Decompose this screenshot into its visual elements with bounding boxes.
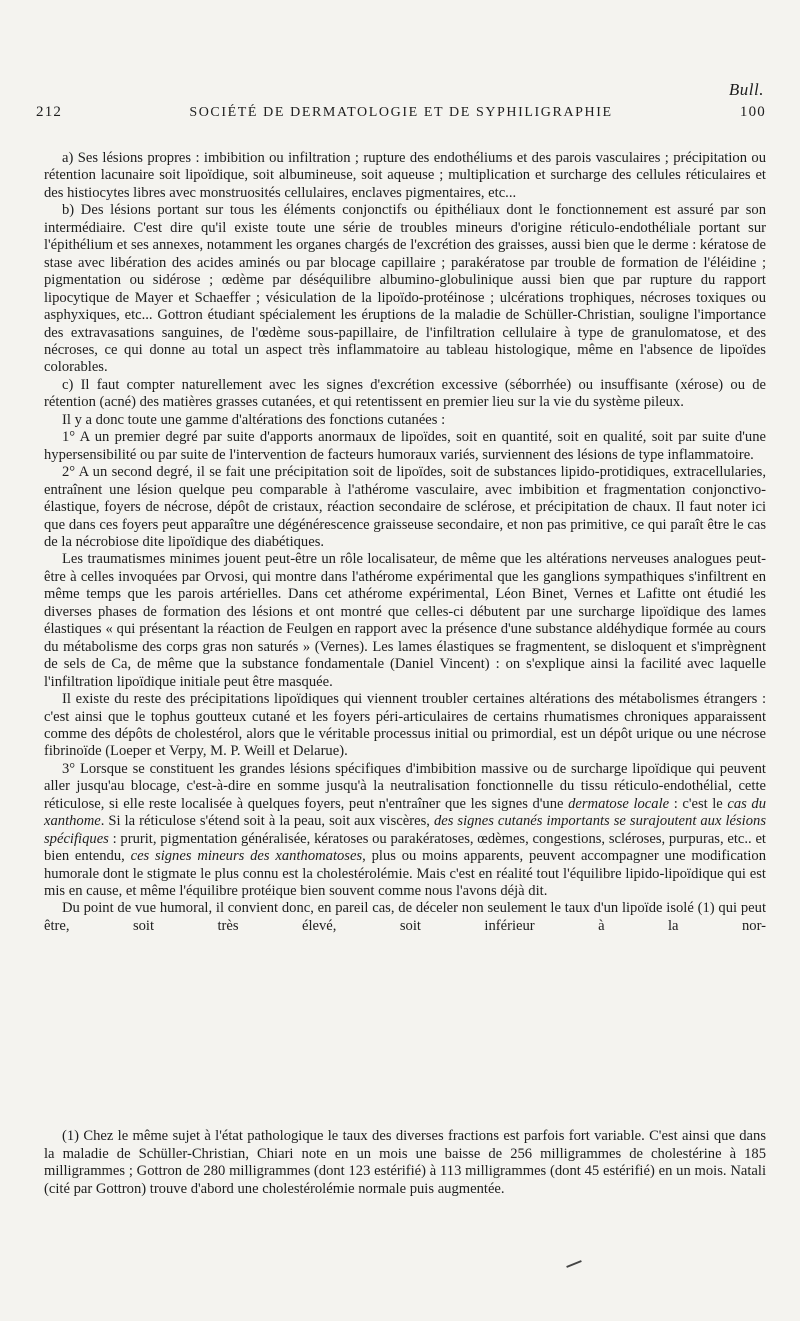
footnote-text: (1) Chez le même sujet à l'état pathologique le taux des diverses fractions est parfois fort variable. C'est ainsi que dans la maladie de Schüller-Christian, Chiari note en un mois une baisse de 256 milligrammes de cholestérine à 185 milligrammes ; Gottron de 280 milligrammes (dont 123 estérifié) à 113 milligrammes (dont 45 estérifié) en un mois. Natali (cité par Gottron) trouve d'abord une cholestérolémie normale puis augmentée. bbox=[44, 1128, 766, 1197]
paragraph-a: a) Ses lésions propres : imbibition ou infiltration ; rupture des endothéliums et des parois vasculaires ; précipitation ou rétention lacunaire soit lipoïdique, soit albumineuse, soit aqueuse ; multiplication et surcharge des cellules réticulaires et des histiocytes libres avec monstruosités cellulaires, enclaves pigmentaires, etc... bbox=[44, 150, 766, 201]
main-text bbox=[44, 150, 766, 935]
text-run: 3° Lorsque se constituent les grandes lésions spécifiques d'imbibition massive ou de surcharge lipoïdique qui peuvent aller jusqu'au blocage, c'est-à-dire en somme jusqu'à la neutralisation fonctionnelle du tissu réticulo-endothélial, cette réticulose, si elle reste localisée à quelques foyers, peut n'entraîner que les signes d'une bbox=[44, 760, 766, 812]
issue-number: 100 bbox=[739, 104, 766, 120]
emphasis-signes-mineurs: ces signes mineurs des xanthomatoses bbox=[130, 848, 363, 865]
emphasis-cas-du-xanthome: cas du xanthome bbox=[44, 795, 767, 830]
paragraph-c: c) Il faut compter naturellement avec les signes d'excrétion excessive (séborrhée) ou insuffisante (xérose) ou de rétention (acné) des matières grasses cutanées, et qui retentissent en premier lieu sur la vie du système pileux. bbox=[44, 376, 766, 411]
paragraph-precipitations: Il existe du reste des précipitations lipoïdiques qui viennent troubler certaines altérations des métabolismes étrangers : c'est ainsi que le tophus goutteux cutané et les foyers péri-articulaires de certains rhumatismes chroniques apparaissent comme des dépôts de cholestérol, alors que le véritable processus initial ou primordial, est un dépôt urique ou une nécrose fibrinoïde (Loeper et Verpy, M. P. Weill et Delarue). bbox=[44, 691, 766, 760]
text-run: . Si la réticulose s'étend soit à la peau, soit aux viscères, bbox=[100, 813, 430, 830]
running-head bbox=[36, 104, 766, 121]
text-run: , plus ou moins apparents, peuvent accompagner une modification humorale dont le stigmate le plus connu est la cholestérolémie. Mais c'est en réalité tout l'équilibre lipido-lipoïdique qui est mis en cause, et même l'équilibre protéique bien souvent comme nous l'avons déjà dit. bbox=[44, 848, 766, 900]
ink-mark bbox=[566, 1260, 582, 1268]
paragraph-degree-1: 1° A un premier degré par suite d'apports anormaux de lipoïdes, soit en quantité, soit en qualité, soit par suite d'une hypersensibilité ou par suite de l'intervention de facteurs humoraux variés, surviennent des lésions de type inflammatoire. bbox=[44, 429, 766, 463]
paragraph-degree-3 bbox=[44, 761, 766, 901]
emphasis-signes-cutanes: des signes cutanés importants se surajoutent aux lésions spécifiques bbox=[44, 813, 766, 847]
paragraph-humoral: Du point de vue humoral, il convient donc, en pareil cas, de déceler non seulement le taux d'un lipoïde isolé (1) qui peut être, soit très élevé, soit inférieur à la nor- bbox=[44, 900, 766, 934]
journal-title: SOCIÉTÉ DE DERMATOLOGIE ET DE SYPHILIGRAPHIE bbox=[189, 105, 613, 120]
text-run: : c'est le bbox=[673, 795, 723, 812]
paragraph-degree-2: 2° A un second degré, il se fait une précipitation soit de lipoïdes, soit de substances lipido-protidiques, extracellularies, entraînent une lésion quelque peu comparable à l'athérome vasculaire, avec imbibition et fragmentation conjonctivo-élastique, foyers de nécrose, dépôt de cristaux, réaction secondaire de sclérose, et précipitation de chaux. Il faut noter ici que dans ces foyers peut apparaître une dégénérescence graisseuse secondaire, et non pas primitive, ce qui paraît être le cas de la nécrobiose dite lipoïdique des diabétiques. bbox=[44, 464, 766, 550]
bulletin-annotation: Bull. bbox=[728, 80, 764, 99]
paragraph-traumatismes: Les traumatismes minimes jouent peut-être un rôle localisateur, de même que les altérations nerveuses analogues peut-être à celles invoquées par Orvosi, qui montre dans l'athérome expérimental que les ganglions sympathiques s'infiltrent en même temps que les parois artérielles. Dans cet athérome expérimental, Léon Binet, Vernes et Lafitte ont étudié les diverses phases de formation des lésions et ont montré que celles-ci débutent par une surcharge lipoïdique des lames élastiques « qui présentant la réaction de Feulgen en rapport avec la présence d'une substance aldéhydique formée au cours du métabolisme des corps gras non saturés » (Vernes). Les lames élastiques se fragmentent, se disloquent et s'imprègnent de sels de Ca, de même que la substance fondamentale (Daniel Vincent) : on s'explique ainsi la facilité avec laquelle l'infiltration lipoïdique initiale peut être masquée. bbox=[44, 551, 766, 690]
page-number: 212 bbox=[36, 104, 63, 120]
text-run: : prurit, pigmentation généralisée, kératoses ou parakératoses, œdèmes, congestions, scléroses, purpuras, etc.. et bien entendu, bbox=[44, 830, 766, 865]
emphasis-dermatose-locale: dermatose locale bbox=[568, 795, 670, 812]
paragraph-gamme: Il y a donc toute une gamme d'altérations des fonctions cutanées : bbox=[62, 411, 446, 428]
paragraph-b: b) Des lésions portant sur tous les éléments conjonctifs ou épithéliaux dont le fonctionnement est assuré par son intermédiaire. C'est dire qu'il existe toute une série de troubles mineurs d'origine réticulo-endothéliale portant sur l'épithélium et ses annexes, notamment les organes chargés de l'excrétion des graisses, aussi bien que le derme : kératose de stase avec libération des acides aminés ou par blocage capillaire ; parakératose par trouble de formation de l'éléidine ; pigmentation ou sidérose ; œdème par déséquilibre albumino-globulinique aussi bien que par rupture du rapport lipocytique de Mayer et Schaeffer ; vésiculation de la lipoïdo-protéinose ; ulcérations trophiques, nécroses toxiques ou asphyxiques, etc... Gottron étudiant spécialement les éruptions de la maladie de Schüller-Christian, souligne l'importance des extravasations sanguines, de l'œdème sous-papillaire, de l'infiltration cellulaire à type de granulomatose, et des nécroses, ce qui donne au total un aspect très inflammatoire au tableau histologique, même en l'absence de lipoïdes colorables. bbox=[44, 202, 766, 376]
footnote bbox=[44, 1128, 766, 1198]
